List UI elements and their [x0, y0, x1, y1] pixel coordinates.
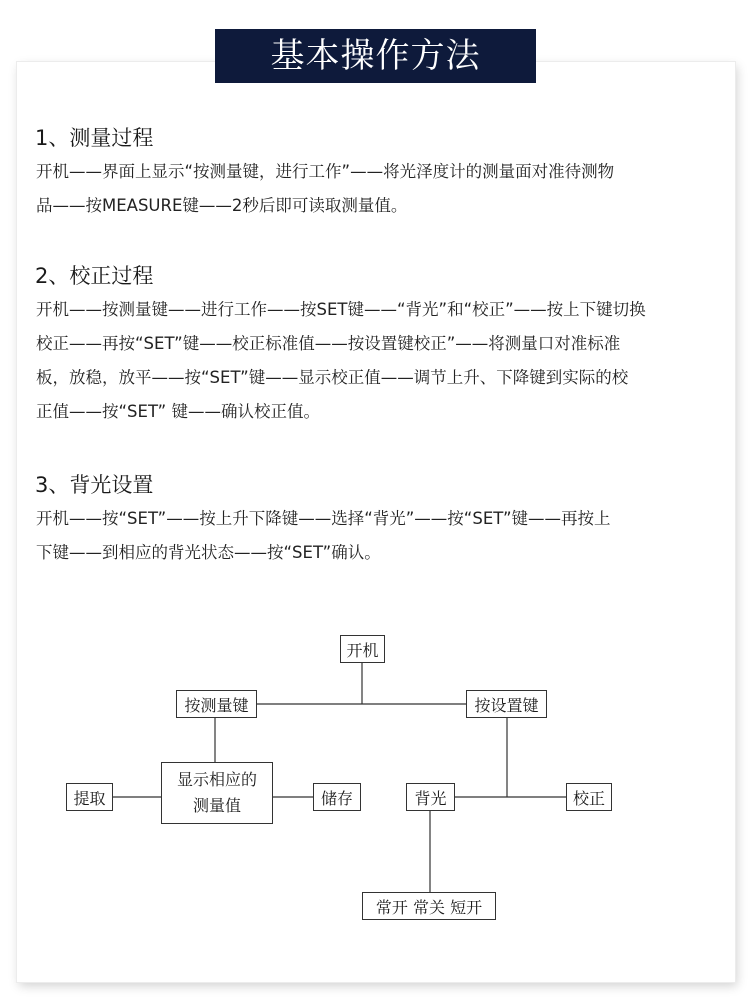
text-line: 正值——按“SET” 键——确认校正值。 — [36, 402, 320, 421]
node-show-value-line2: 测量值 — [192, 796, 241, 815]
node-power-on: 开机 — [340, 635, 385, 663]
text-line: 开机——界面上显示“按测量键，进行工作”——将光泽度计的测量面对准待测物 — [36, 162, 615, 181]
node-extract: 提取 — [66, 783, 113, 811]
page-title: 基本操作方法 — [215, 29, 536, 83]
node-show-value — [161, 762, 273, 824]
section-title-backlight: 3、背光设置 — [35, 473, 154, 497]
text-line: 品——按MEASURE键——2秒后即可读取测量值。 — [36, 196, 408, 215]
text-line: 开机——按测量键——进行工作——按SET键——“背光”和“校正”——按上下键切换 — [36, 300, 646, 319]
node-measure-key: 按测量键 — [176, 690, 257, 718]
section-title-calibrate: 2、校正过程 — [35, 264, 154, 288]
node-store: 储存 — [313, 783, 361, 811]
node-show-value-line1: 显示相应的 — [176, 770, 257, 789]
node-backlight: 背光 — [406, 783, 455, 811]
text-line: 校正——再按“SET”键——校正标准值——按设置键校正”——将测量口对准标准 — [36, 334, 621, 353]
node-calibrate: 校正 — [566, 783, 612, 811]
text-line: 板，放稳，放平——按“SET”键——显示校正值——调节上升、下降键到实际的校 — [36, 368, 629, 387]
node-settings-key: 按设置键 — [466, 690, 547, 718]
text-line: 开机——按“SET”——按上升下降键——选择“背光”——按“SET”键——再按上 — [36, 509, 611, 528]
section-title-measure: 1、测量过程 — [35, 126, 154, 150]
text-line: 下键——到相应的背光状态——按“SET”确认。 — [36, 543, 381, 562]
node-backlight-modes: 常开 常关 短开 — [362, 892, 496, 920]
